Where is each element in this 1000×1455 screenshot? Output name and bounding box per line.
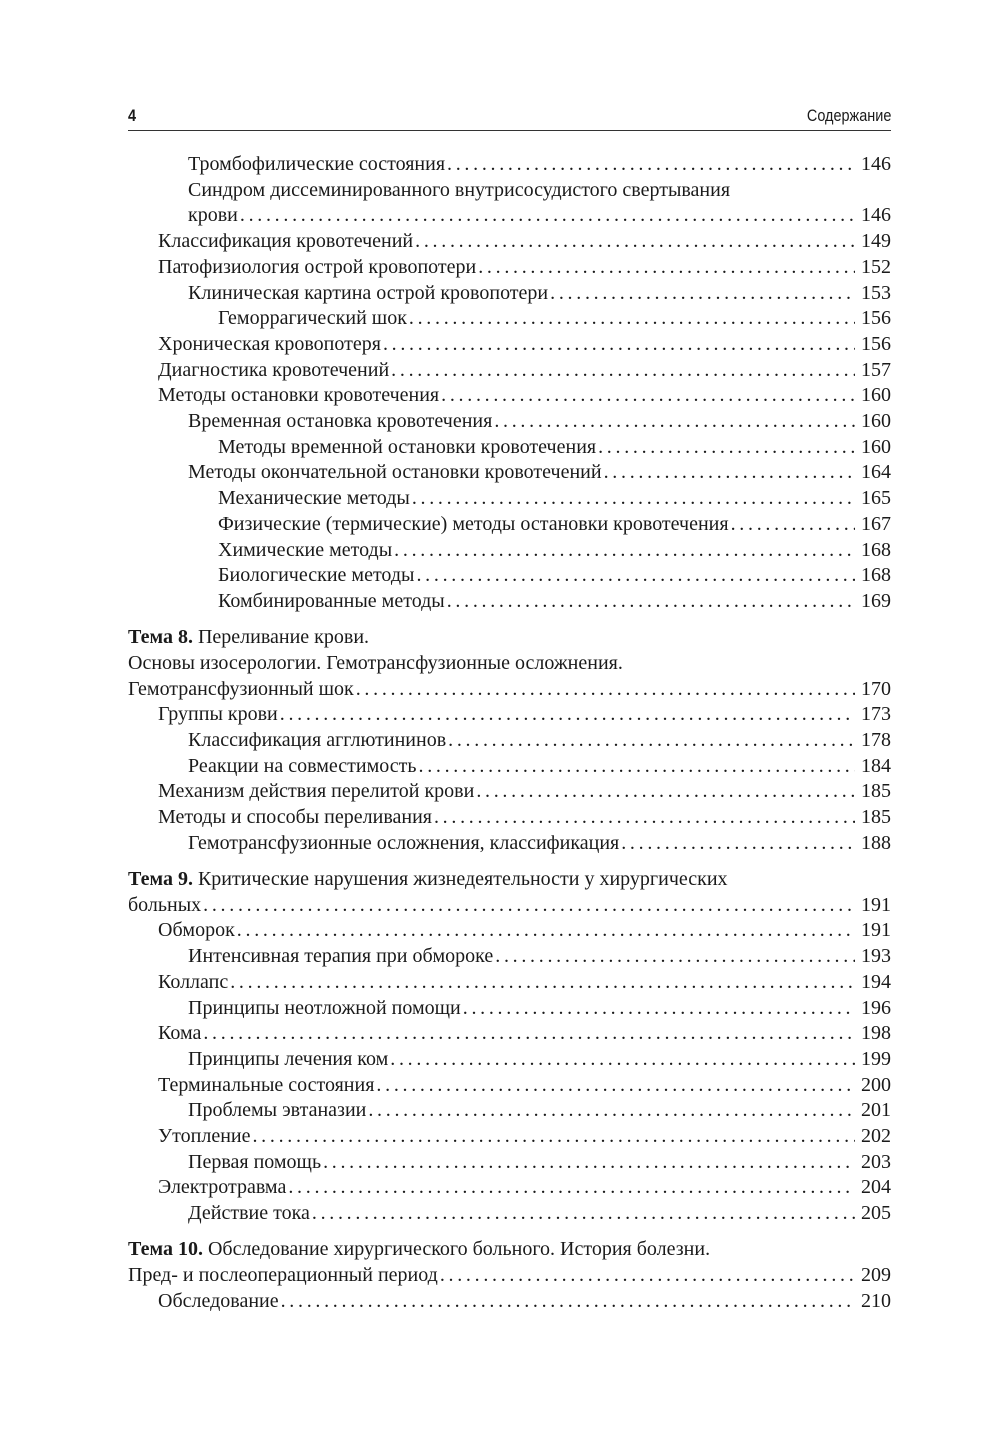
dot-leader [448,728,855,754]
toc-line [188,944,891,970]
page-ref: 173 [861,703,891,726]
dot-leader [416,563,855,589]
dot-leader [394,538,855,564]
toc-entry[interactable] [128,563,891,589]
entry-title: Клиническая картина острой кровопотери [188,281,549,304]
toc-line [158,805,891,831]
entry-title: Проблемы эвтаназии [188,1099,367,1122]
page-ref: 199 [861,1047,891,1070]
toc-entry[interactable] [128,1289,891,1315]
page-ref: 203 [861,1150,891,1173]
entry-title: Коллапс [158,970,229,993]
toc-line [218,435,891,461]
entry-title: Механизм действия перелитой крови [158,780,475,803]
toc-line [218,512,891,538]
toc-line [128,1263,891,1289]
entry-title: Пред- и послеоперационный период [128,1264,438,1287]
dot-leader [237,918,855,944]
entry-title: Тромбофилические состояния [188,153,446,175]
toc-entry[interactable] [128,1201,891,1227]
toc-line [158,779,891,805]
toc-chapter-entry[interactable] [128,867,891,918]
toc-line [188,1098,891,1124]
toc-line [158,1073,891,1099]
dot-leader [447,152,855,178]
dot-leader [252,1124,855,1150]
entry-title: Классификация агглютининов [188,728,447,751]
toc-line [218,538,891,564]
dot-leader [312,1201,855,1227]
dot-leader [415,229,855,255]
toc-entry[interactable] [128,229,891,255]
chapter-label: Тема 8. [128,626,193,649]
entry-title: Методы окончательной остановки кровотечений [188,461,602,484]
toc-entry[interactable] [128,779,891,805]
toc-entry[interactable] [128,1124,891,1150]
entry-title: Действие тока [188,1202,310,1225]
toc-line [188,1201,891,1227]
toc-line [158,1175,891,1201]
dot-leader [463,996,855,1022]
toc-entry[interactable] [128,589,891,615]
toc-line [128,867,891,893]
page-ref: 146 [861,153,891,175]
toc-entry[interactable] [128,970,891,996]
toc-line [188,754,891,780]
dot-leader [598,435,855,461]
dot-leader [621,831,855,857]
toc-entry[interactable] [128,1047,891,1073]
toc-line [188,409,891,435]
toc-line [188,1150,891,1176]
toc-entry[interactable] [128,152,891,178]
toc-chapter-entry[interactable] [128,625,891,702]
toc-entry[interactable] [128,409,891,435]
page-ref: 191 [861,893,891,916]
toc-entry[interactable] [128,996,891,1022]
toc-line [218,563,891,589]
entry-title: Патофизиология острой кровопотери [158,255,477,278]
toc-line [188,281,891,307]
entry-title: Критические нарушения жизнедеятельности у хирургических [192,867,728,890]
toc-entry[interactable] [128,306,891,332]
page-ref: 193 [861,945,891,968]
toc-section [128,625,891,856]
dot-leader [203,1021,855,1047]
dot-leader [409,306,855,332]
dot-leader [383,332,855,358]
page-ref: 157 [861,358,891,381]
page-ref: 160 [861,384,891,407]
dot-leader [604,460,855,486]
entry-title: Физические (термические) методы остановки кровотечения [218,512,729,535]
toc-entry[interactable] [128,1021,891,1047]
entry-title: Временная остановка кровотечения [188,410,493,433]
toc-line [128,651,891,677]
toc-line [218,486,891,512]
toc-entry[interactable] [128,805,891,831]
toc-line [218,589,891,615]
page-ref: 168 [861,538,891,561]
dot-leader [240,203,855,229]
toc-section [128,867,891,1227]
dot-leader [494,409,855,435]
toc-entry[interactable] [128,178,891,229]
dot-leader [390,1047,855,1073]
dot-leader [280,702,855,728]
dot-leader [230,970,855,996]
dot-leader [281,1289,855,1315]
toc-line [158,255,891,281]
entry-title: Синдром диссеминированного внутрисосудистого свертывания [188,178,731,201]
page-ref: 185 [861,806,891,829]
page-ref: 201 [861,1099,891,1122]
toc-line [158,383,891,409]
page-ref: 165 [861,487,891,510]
toc-entry[interactable] [128,512,891,538]
page-ref: 185 [861,780,891,803]
entry-title: Переливание крови. [192,626,370,649]
toc-entry[interactable] [128,831,891,857]
toc-line [158,332,891,358]
dot-leader [323,1150,855,1176]
running-title: Содержание [806,106,891,125]
page-ref: 188 [861,831,891,854]
toc-entry[interactable] [128,486,891,512]
entry-title: Геморрагический шок [218,307,407,330]
entry-title: Методы и способы переливания [158,806,432,829]
toc-line [128,893,891,919]
entry-title: Первая помощь [188,1150,322,1173]
toc-entry[interactable] [128,281,891,307]
dot-leader [203,893,855,919]
entry-title: Механические методы [218,487,410,510]
page-ref: 194 [861,970,891,993]
toc-entry[interactable] [128,383,891,409]
entry-title: Комбинированные методы [218,589,445,612]
toc-line [158,918,891,944]
toc-line [158,1124,891,1150]
toc-line [128,625,891,651]
entry-title: Химические методы [218,538,393,561]
toc-line [188,996,891,1022]
toc-line [158,1021,891,1047]
entry-title: Терминальные состояния [158,1073,375,1096]
toc-line [158,358,891,384]
toc-line [188,178,891,204]
toc-line [158,702,891,728]
toc-line [128,1237,891,1263]
dot-leader [368,1098,855,1124]
page-ref: 209 [861,1264,891,1287]
page-ref: 184 [861,754,891,777]
entry-title: Основы изосерологии. Гемотрансфузионные осложнения. [128,651,623,674]
entry-title: Электротравма [158,1176,287,1199]
toc-entry[interactable] [128,460,891,486]
toc-line [158,229,891,255]
page-ref: 153 [861,281,891,304]
page-ref: 170 [861,677,891,700]
toc-line [218,306,891,332]
dot-leader [434,805,855,831]
entry-title: Гемотрансфузионный шок [128,677,354,700]
entry-title: Обследование хирургического больного. История болезни. [202,1238,711,1261]
page-ref: 156 [861,307,891,330]
page-ref: 202 [861,1125,891,1148]
entry-title: Обследование [158,1289,279,1312]
entry-title: Группы крови [158,703,278,726]
entry-title: Обморок [158,919,235,942]
page-ref: 169 [861,589,891,612]
toc-entry[interactable] [128,538,891,564]
page-ref: 160 [861,435,891,458]
dot-leader [731,512,855,538]
toc-entry[interactable] [128,728,891,754]
page-ref: 164 [861,461,891,484]
page-ref: 210 [861,1289,891,1312]
toc-chapter-entry[interactable] [128,1237,891,1288]
toc-entry[interactable] [128,918,891,944]
toc-entry[interactable] [128,1073,891,1099]
dot-leader [495,944,855,970]
toc-entry[interactable] [128,435,891,461]
toc-entry[interactable] [128,358,891,384]
page-ref: 204 [861,1176,891,1199]
table-of-contents [128,152,891,1314]
entry-title: Реакции на совместимость [188,754,417,777]
toc-entry[interactable] [128,1150,891,1176]
entry-title: Утопление [158,1125,251,1148]
entry-title: Принципы неотложной помощи [188,996,461,1019]
page-ref: 200 [861,1073,891,1096]
toc-entry[interactable] [128,702,891,728]
dot-leader [476,779,855,805]
toc-entry[interactable] [128,1098,891,1124]
dot-leader [550,281,855,307]
chapter-label: Тема 9. [128,867,193,890]
dot-leader [391,358,855,384]
toc-entry[interactable] [128,255,891,281]
entry-title: Классификация кровотечений [158,230,414,253]
toc-line [188,203,891,229]
entry-title: Биологические методы [218,564,415,587]
toc-entry[interactable] [128,944,891,970]
page-ref: 191 [861,919,891,942]
entry-title: Хроническая кровопотеря [158,332,381,355]
page-ref: 146 [861,204,891,227]
dot-leader [412,486,855,512]
entry-title: больных [128,893,202,916]
toc-line [188,728,891,754]
toc-line [188,1047,891,1073]
dot-leader [419,754,856,780]
toc-line [158,1289,891,1315]
dot-leader [288,1175,855,1201]
entry-title: Гемотрансфузионные осложнения, классификация [188,831,620,854]
page-ref: 198 [861,1022,891,1045]
page-ref: 196 [861,996,891,1019]
toc-section [128,1237,891,1314]
toc-entry[interactable] [128,332,891,358]
entry-title: Принципы лечения ком [188,1047,389,1070]
dot-leader [440,1263,855,1289]
toc-line [188,460,891,486]
dot-leader [447,589,855,615]
dot-leader [376,1073,855,1099]
page-ref: 160 [861,410,891,433]
entry-title: Методы временной остановки кровотечения [218,435,597,458]
entry-title: Интенсивная терапия при обмороке [188,945,494,968]
entry-title: Кома [158,1022,202,1045]
toc-line [188,831,891,857]
dot-leader [356,677,855,703]
running-header [128,104,891,131]
page-number: 4 [128,106,137,125]
toc-section [128,152,891,615]
page-ref: 205 [861,1202,891,1225]
entry-title: Диагностика кровотечений [158,358,390,381]
toc-line [128,677,891,703]
toc-line [188,152,891,178]
toc-entry[interactable] [128,754,891,780]
entry-title: крови [188,204,238,227]
toc-line [158,970,891,996]
chapter-label: Тема 10. [128,1238,203,1261]
page-ref: 168 [861,564,891,587]
page-ref: 149 [861,230,891,253]
page-ref: 152 [861,255,891,278]
toc-entry[interactable] [128,1175,891,1201]
page-ref: 156 [861,332,891,355]
page-ref: 167 [861,512,891,535]
dot-leader [441,383,855,409]
page-ref: 178 [861,728,891,751]
dot-leader [478,255,855,281]
entry-title: Методы остановки кровотечения [158,384,440,407]
